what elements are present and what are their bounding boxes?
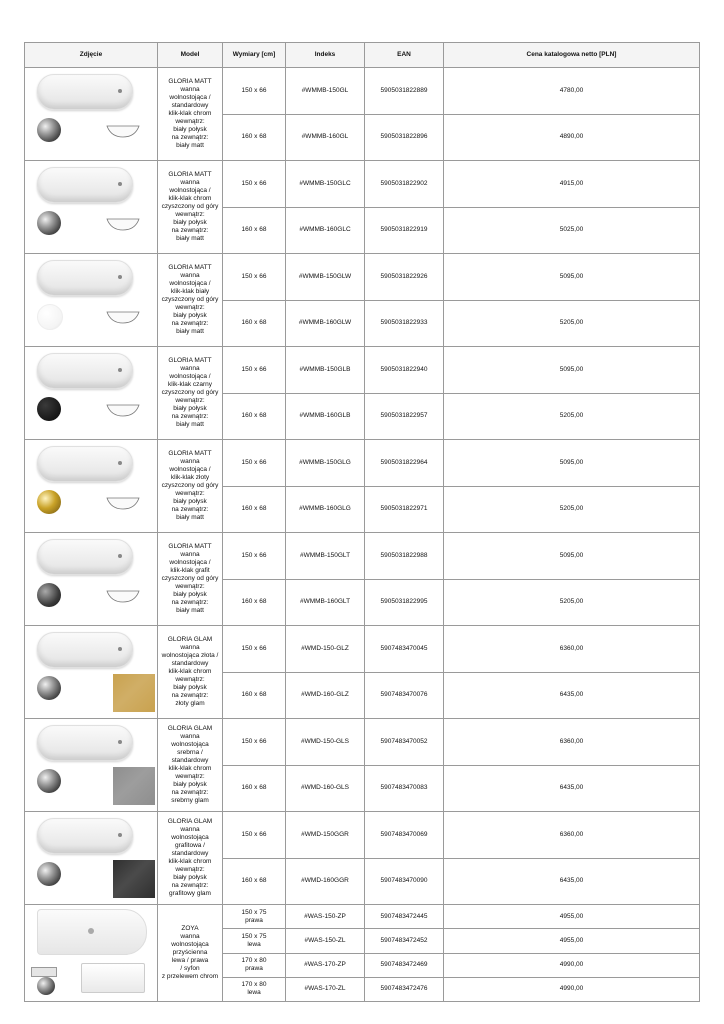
color-swatch-icon [37,862,61,886]
model-line: wewnątrz: [175,583,205,590]
ean-cell: 5907483470052 [365,719,444,766]
bathtub-top-view-icon [37,260,133,296]
price-cell: 5205,00 [444,579,700,626]
dimensions-cell: 150 x 66 [223,161,286,208]
model-line: wolnostojąca / [169,280,211,287]
finish-color-swatch [113,767,155,805]
index-cell: #WAS-170-ZL [286,977,365,1001]
model-line: wolnostojąca / [169,94,211,101]
model-line: wanna [180,933,200,940]
table-row [25,347,700,394]
model-line: klik-klak złoty [170,474,210,481]
ean-cell: 5905031822995 [365,579,444,626]
ean-cell: 5905031822988 [365,533,444,580]
table-row [25,812,700,859]
model-line: złoty glam [175,700,205,707]
table-row [25,161,700,208]
index-cell: #WMD-150GGR [286,812,365,859]
model-line: grafitowa / [175,842,205,849]
model-description [158,440,223,533]
price-cell: 5025,00 [444,207,700,254]
model-description [158,812,223,905]
price-cell: 6435,00 [444,858,700,905]
model-description [158,905,223,1002]
index-cell: #WMMB-150GLW [286,254,365,301]
corner-bathtub-top-view-icon [37,909,147,955]
model-line: biały połysk [173,874,207,881]
product-photo [25,719,158,812]
dimensions-cell: 150 x 66 [223,347,286,394]
model-line: wolnostojąca / [169,373,211,380]
table-row [25,905,700,929]
table-header-row [25,43,700,68]
model-description [158,347,223,440]
dimensions-cell: 160 x 68 [223,858,286,905]
color-swatch-icon [37,397,61,421]
ean-cell: 5907483470090 [365,858,444,905]
bathtub-side-view-icon [105,403,141,417]
ean-cell: 5905031822933 [365,300,444,347]
model-line: wolnostojąca [171,741,209,748]
product-photo [25,626,158,719]
model-line: czyszczony od góry [161,296,219,303]
bathtub-top-view-icon [37,167,133,203]
table-row [25,68,700,115]
model-line: z przelewem chrom [161,973,219,980]
product-photo [25,440,158,533]
price-cell: 5205,00 [444,300,700,347]
model-line: lewa / prawa [171,957,209,964]
product-photo [25,905,158,1002]
model-line: wewnątrz: [175,490,205,497]
dimensions-cell: 160 x 68 [223,486,286,533]
model-description [158,161,223,254]
color-swatch-icon [37,118,61,142]
model-line: GLORIA GLAM [167,818,213,825]
price-cell: 4890,00 [444,114,700,161]
model-line: biały matt [176,421,204,428]
price-cell: 4780,00 [444,68,700,115]
ean-cell: 5907483470076 [365,672,444,719]
model-line: wewnątrz: [175,211,205,218]
model-line: biały połysk [173,405,207,412]
model-line: czyszczony od góry [161,203,219,210]
price-cell: 4955,00 [444,905,700,929]
color-swatch-icon [37,211,61,235]
dimensions-line: 170 x 80 [241,957,267,965]
product-photo [25,254,158,347]
color-swatch-icon [37,304,63,330]
model-line: biały połysk [173,684,207,691]
model-line: wewnątrz: [175,866,205,873]
price-cell: 6360,00 [444,719,700,766]
model-line: na zewnątrz: [171,227,209,234]
color-swatch-icon [37,977,55,995]
model-description [158,68,223,161]
model-line: wolnostojąca / [169,187,211,194]
index-cell: #WMMB-150GLT [286,533,365,580]
model-line: GLORIA MATT [168,543,212,550]
product-photo [25,161,158,254]
header-ean: EAN [365,43,444,68]
ean-cell: 5905031822919 [365,207,444,254]
model-line: grafitowy glam [169,890,211,897]
index-cell: #WMMB-160GLT [286,579,365,626]
dimensions-cell [223,929,286,953]
model-line: na zewnątrz: [171,506,209,513]
model-line: biały połysk [173,312,207,319]
dimensions-cell: 160 x 68 [223,300,286,347]
model-line: standardowy [171,660,209,667]
table-row [25,626,700,673]
price-cell: 6435,00 [444,672,700,719]
dimensions-cell: 160 x 68 [223,672,286,719]
model-line: standardowy [171,102,209,109]
price-cell: 6360,00 [444,812,700,859]
dimensions-cell [223,953,286,977]
index-cell: #WAS-150-ZP [286,905,365,929]
bathtub-top-view-icon [37,539,133,575]
dimensions-cell: 150 x 66 [223,719,286,766]
model-line: wanna [180,365,200,372]
model-description [158,533,223,626]
finish-color-swatch [113,674,155,712]
bathtub-top-view-icon [37,632,133,668]
color-swatch-icon [37,676,61,700]
ean-cell: 5907483472469 [365,953,444,977]
index-cell: #WMMB-150GLC [286,161,365,208]
model-line: na zewnątrz: [171,599,209,606]
dimensions-line: prawa [245,916,263,924]
color-swatch-icon [37,769,61,793]
model-description [158,719,223,812]
index-cell: #WMMB-150GL [286,68,365,115]
model-line: na zewnątrz: [171,134,209,141]
model-line: biały matt [176,514,204,521]
price-cell: 5095,00 [444,254,700,301]
model-line: wewnątrz: [175,118,205,125]
ean-cell: 5905031822926 [365,254,444,301]
model-line: biały matt [176,328,204,335]
model-line: GLORIA GLAM [167,725,213,732]
bathtub-top-view-icon [37,353,133,389]
ean-cell: 5905031822940 [365,347,444,394]
price-cell: 5095,00 [444,533,700,580]
dimensions-line: 150 x 75 [241,908,267,916]
index-cell: #WMD-160-GLS [286,765,365,812]
index-cell: #WMMB-160GLG [286,486,365,533]
price-cell: 4955,00 [444,929,700,953]
model-line: klik-klak biały [170,288,210,295]
index-cell: #WMD-160-GLZ [286,672,365,719]
header-photo: Zdjęcie [25,43,158,68]
table-row [25,719,700,766]
ean-cell: 5907483470045 [365,626,444,673]
price-cell: 6360,00 [444,626,700,673]
ean-cell: 5907483472445 [365,905,444,929]
ean-cell: 5907483472452 [365,929,444,953]
dimensions-cell: 160 x 68 [223,765,286,812]
model-line: klik-klak chrom [168,110,212,117]
index-cell: #WMD-150-GLS [286,719,365,766]
dimensions-line: prawa [245,965,263,973]
model-line: klik-klak czarny [167,381,213,388]
header-price: Cena katalogowa netto [PLN] [444,43,700,68]
model-line: biały połysk [173,591,207,598]
dimensions-line: 170 x 80 [241,981,267,989]
finish-color-swatch [113,860,155,898]
price-cell: 5095,00 [444,440,700,487]
model-line: wanna [180,458,200,465]
dimensions-cell: 150 x 66 [223,533,286,580]
model-line: wolnostojąca / [169,559,211,566]
dimensions-cell: 160 x 68 [223,579,286,626]
model-line: GLORIA MATT [168,264,212,271]
model-line: klik-klak grafit [170,567,210,574]
bathtub-side-view-icon [105,310,141,324]
model-line: wolnostojąca / [169,466,211,473]
header-model: Model [158,43,223,68]
model-line: biały matt [176,142,204,149]
table-row [25,440,700,487]
dimensions-line: 150 x 75 [241,932,267,940]
ean-cell: 5907483472476 [365,977,444,1001]
index-cell: #WMMB-160GLC [286,207,365,254]
bathtub-side-view-icon [105,589,141,603]
model-line: wewnątrz: [175,676,205,683]
model-line: czyszczony od góry [161,482,219,489]
model-line: przyścienna [172,949,208,956]
model-line: na zewnątrz: [171,789,209,796]
ean-cell: 5907483470069 [365,812,444,859]
model-line: klik-klak chrom [168,765,212,772]
dimensions-cell: 150 x 66 [223,68,286,115]
bathtub-top-view-icon [37,74,133,110]
model-line: wanna [180,644,200,651]
dimensions-line: lewa [247,940,261,948]
price-cell: 5205,00 [444,393,700,440]
model-description [158,254,223,347]
model-line: na zewnątrz: [171,413,209,420]
index-cell: #WAS-150-ZL [286,929,365,953]
index-cell: #WMMB-150GLG [286,440,365,487]
bathtub-side-view-icon [105,496,141,510]
ean-cell: 5905031822896 [365,114,444,161]
index-cell: #WMD-160GGR [286,858,365,905]
model-line: wanna [180,86,200,93]
model-line: standardowy [171,757,209,764]
bathtub-top-view-icon [37,725,133,761]
model-line: wewnątrz: [175,304,205,311]
price-cell: 5205,00 [444,486,700,533]
color-swatch-icon [37,583,61,607]
model-line: GLORIA GLAM [167,636,213,643]
bathtub-front-view-icon [81,963,145,993]
index-cell: #WAS-170-ZP [286,953,365,977]
model-line: wolnostojąca [171,834,209,841]
price-cell: 6435,00 [444,765,700,812]
dimensions-line: lewa [247,989,261,997]
bathtub-top-view-icon [37,446,133,482]
dimensions-cell [223,977,286,1001]
ean-cell: 5905031822971 [365,486,444,533]
table-row [25,254,700,301]
model-line: GLORIA MATT [168,78,212,85]
index-cell: #WMMB-150GLB [286,347,365,394]
model-description [158,626,223,719]
price-cell: 4990,00 [444,953,700,977]
model-line: biały połysk [173,498,207,505]
model-line: wolnostojąca złota / [161,652,219,659]
ean-cell: 5905031822902 [365,161,444,208]
ean-cell: 5905031822964 [365,440,444,487]
dimensions-cell: 160 x 68 [223,393,286,440]
product-photo [25,347,158,440]
model-line: GLORIA MATT [168,357,212,364]
model-line: czyszczony od góry [161,389,219,396]
bathtub-side-view-icon [105,124,141,138]
product-photo [25,533,158,626]
dimensions-cell: 150 x 66 [223,812,286,859]
model-line: na zewnątrz: [171,320,209,327]
model-line: / syfon [180,965,200,972]
model-line: klik-klak chrom [168,668,212,675]
siphon-icon [31,967,57,977]
bathtub-top-view-icon [37,818,133,854]
index-cell: #WMD-150-GLZ [286,626,365,673]
model-line: wanna [180,733,200,740]
model-line: srebrny glam [171,797,209,804]
model-line: srebrna / [177,749,203,756]
header-index: Indeks [286,43,365,68]
model-line: standardowy [171,850,209,857]
bathtub-side-view-icon [105,217,141,231]
model-line: czyszczony od góry [161,575,219,582]
model-line: wanna [180,551,200,558]
model-line: wewnątrz: [175,773,205,780]
dimensions-cell: 150 x 66 [223,626,286,673]
dimensions-cell [223,905,286,929]
model-line: wanna [180,179,200,186]
price-cell: 4990,00 [444,977,700,1001]
model-line: klik-klak chrom [168,858,212,865]
model-line: biały połysk [173,781,207,788]
dimensions-cell: 160 x 68 [223,114,286,161]
header-dimensions: Wymiary [cm] [223,43,286,68]
price-cell: 5095,00 [444,347,700,394]
dimensions-cell: 160 x 68 [223,207,286,254]
model-line: ZOYA [181,925,199,932]
index-cell: #WMMB-160GL [286,114,365,161]
model-line: wolnostojąca [171,941,209,948]
price-list-table [24,42,700,1002]
dimensions-cell: 150 x 66 [223,440,286,487]
ean-cell: 5905031822957 [365,393,444,440]
model-line: biały połysk [173,126,207,133]
ean-cell: 5907483470083 [365,765,444,812]
price-cell: 4915,00 [444,161,700,208]
model-line: wanna [180,826,200,833]
product-photo [25,812,158,905]
dimensions-cell: 150 x 66 [223,254,286,301]
model-line: na zewnątrz: [171,882,209,889]
model-line: biały matt [176,607,204,614]
product-photo [25,68,158,161]
model-line: GLORIA MATT [168,171,212,178]
model-line: wewnątrz: [175,397,205,404]
index-cell: #WMMB-160GLW [286,300,365,347]
model-line: na zewnątrz: [171,692,209,699]
table-row [25,533,700,580]
ean-cell: 5905031822889 [365,68,444,115]
model-line: biały matt [176,235,204,242]
index-cell: #WMMB-160GLB [286,393,365,440]
model-line: biały połysk [173,219,207,226]
model-line: GLORIA MATT [168,450,212,457]
model-line: wanna [180,272,200,279]
color-swatch-icon [37,490,61,514]
model-line: klik-klak chrom [168,195,212,202]
